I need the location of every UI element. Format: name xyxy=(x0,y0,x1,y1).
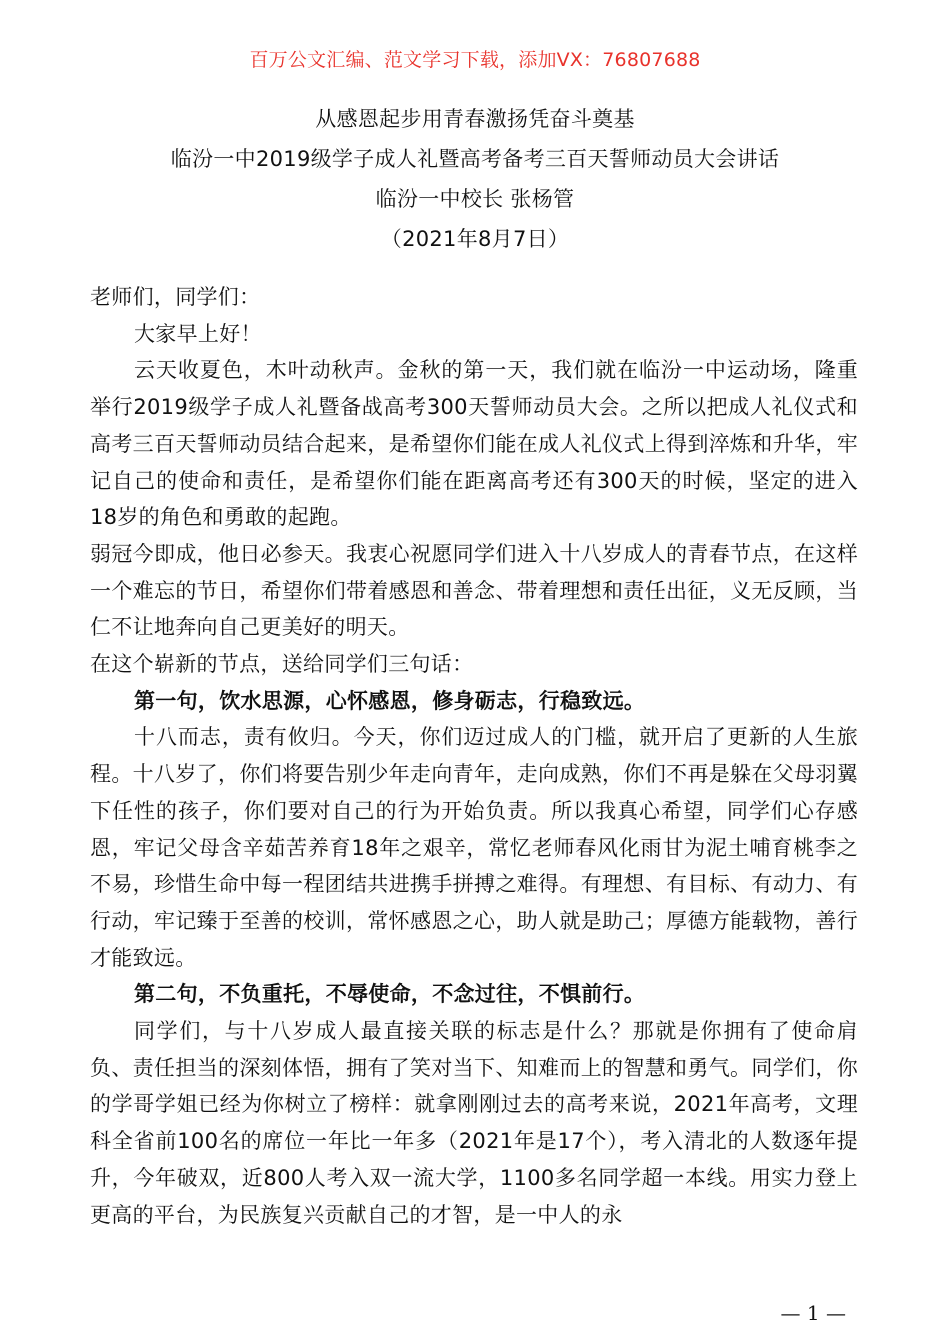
speech-subtitle: 临汾一中2019级学子成人礼暨高考备考三百天誓师动员大会讲话 xyxy=(170,147,780,171)
paragraph-1: 云天收夏色，木叶动秋声。金秋的第一天，我们就在临汾一中运动场，隆重举行2019级学子成人礼暨备战高考300天誓师动员大会。之所以把成人礼仪式和高考三百天誓师动员结合起来，是希望你们能在成人礼仪式上得到淬炼和升华，牢记自己的使命和责任，是希望你们能在距离高考还有300天的时候，坚定的进入18岁的角色和勇敢的起跑。 xyxy=(90,358,858,530)
speaker-line: 临汾一中校长 张杨管 xyxy=(375,187,575,211)
speech-body xyxy=(90,279,858,1233)
heading-first-sentence: 第一句，饮水思源，心怀感恩，修身砺志，行稳致远。 xyxy=(134,688,646,713)
promo-banner: 百万公文汇编、范文学习下载，添加VX：76807688 xyxy=(249,49,701,71)
salutation: 老师们，同学们： xyxy=(90,285,261,309)
page-number-text: — 1 — xyxy=(780,1301,846,1325)
heading-second-sentence: 第二句，不负重托，不辱使命，不念过往，不惧前行。 xyxy=(134,982,646,1007)
title-block xyxy=(0,99,950,259)
speech-date: （2021年8月7日） xyxy=(380,227,570,251)
page-number xyxy=(0,1300,950,1326)
paragraph-5: 同学们，与十八岁成人最直接关联的标志是什么？那就是你拥有了使命肩负、责任担当的深刻体悟，拥有了笑对当下、知难而上的智慧和勇气。同学们，你的学哥学姐已经为你树立了榜样：就拿刚刚过去的高考来说，2021年高考，文理科全省前100名的席位一年比一年多（2021年是17个），考入清北的人数逐年提升，今年破双，近800人考入双一流大学，1100多名同学超一本线。用实力登上更高的平台，为民族复兴贡献自己的才智，是一中人的永 xyxy=(90,1019,858,1227)
paragraph-2: 弱冠今即成，他日必参天。我衷心祝愿同学们进入十八岁成人的青春节点，在这样一个难忘的节日，希望你们带着感恩和善念、带着理想和责任出征，义无反顾，当仁不让地奔向自己更美好的明天。 xyxy=(90,541,858,640)
greeting: 大家早上好！ xyxy=(134,321,262,346)
speech-title: 从感恩起步用青春激扬凭奋斗奠基 xyxy=(315,107,635,131)
paragraph-3: 在这个崭新的节点，送给同学们三句话： xyxy=(90,652,474,677)
paragraph-4: 十八而志，责有攸归。今天，你们迈过成人的门槛，就开启了更新的人生旅程。十八岁了，你们将要告别少年走向青年，走向成熟，你们不再是躲在父母羽翼下任性的孩子，你们要对自己的行为开始负责。所以我真心希望，同学们心存感恩，牢记父母含辛茹苦养育18年之艰辛，常忆老师春风化雨甘为泥土哺育桃李之不易，珍惜生命中每一程团结共进携手拼搏之难得。有理想、有目标、有动力、有行动，牢记臻于至善的校训，常怀感恩之心，助人就是助己；厚德方能载物，善行才能致远。 xyxy=(90,725,858,970)
